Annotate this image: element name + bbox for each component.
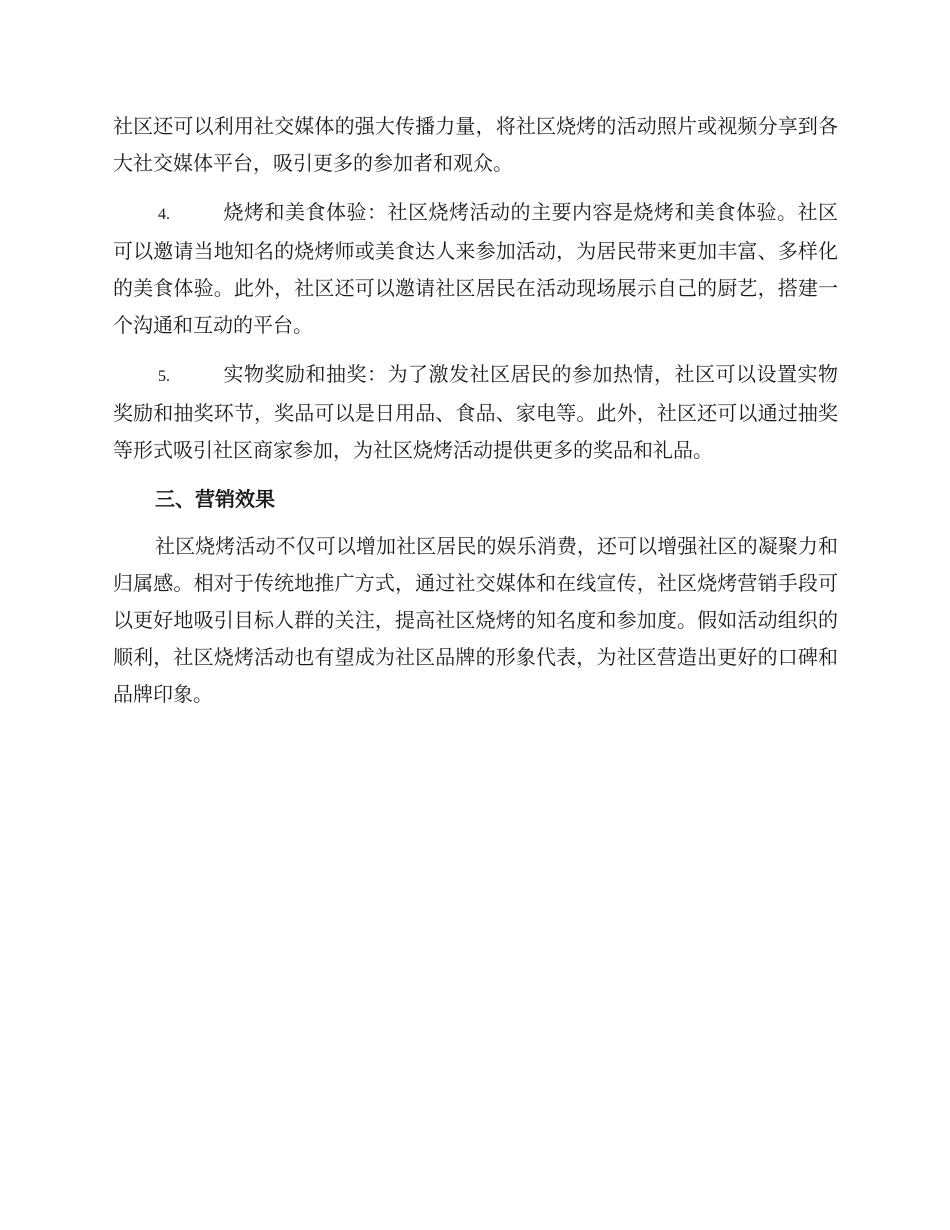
list-item-text: 烧烤和美食体验：社区烧烤活动的主要内容是烧烤和美食体验。社区可以邀请当地知名的烧烤师或美食达人来参加活动，为居民带来更加丰富、多样化的美食体验。此外，社区还可以邀请社区居民在活动现场展示自己的厨艺，搭建一个沟通和互动的平台。 [113,200,838,337]
paragraph-marketing-effect: 社区烧烤活动不仅可以增加社区居民的娱乐消费，还可以增强社区的凝聚力和归属感。相对于传统地推广方式，通过社交媒体和在线宣传，社区烧烤营销手段可以更好地吸引目标人群的关注，提高社区烧烤的知名度和参加度。假如活动组织的顺利，社区烧烤活动也有望成为社区品牌的形象代表，为社区营造出更好的口碑和品牌印象。 [113,534,838,706]
paragraph-social-media: 社区还可以利用社交媒体的强大传播力量，将社区烧烤的活动照片或视频分享到各大社交媒体平台，吸引更多的参加者和观众。 [113,114,838,175]
section-heading: 三、营销效果 [155,487,275,511]
list-item-bbq-food-experience [113,194,838,344]
list-item-prizes-lottery [113,356,838,469]
list-number: 4. [158,206,170,223]
list-number: 5. [158,368,170,385]
list-item-text: 实物奖励和抽奖：为了激发社区居民的参加热情，社区可以设置实物奖励和抽奖环节，奖品可以是日用品、食品、家电等。此外，社区还可以通过抽奖等形式吸引社区商家参加，为社区烧烤活动提供更多的奖品和礼品。 [113,362,838,462]
